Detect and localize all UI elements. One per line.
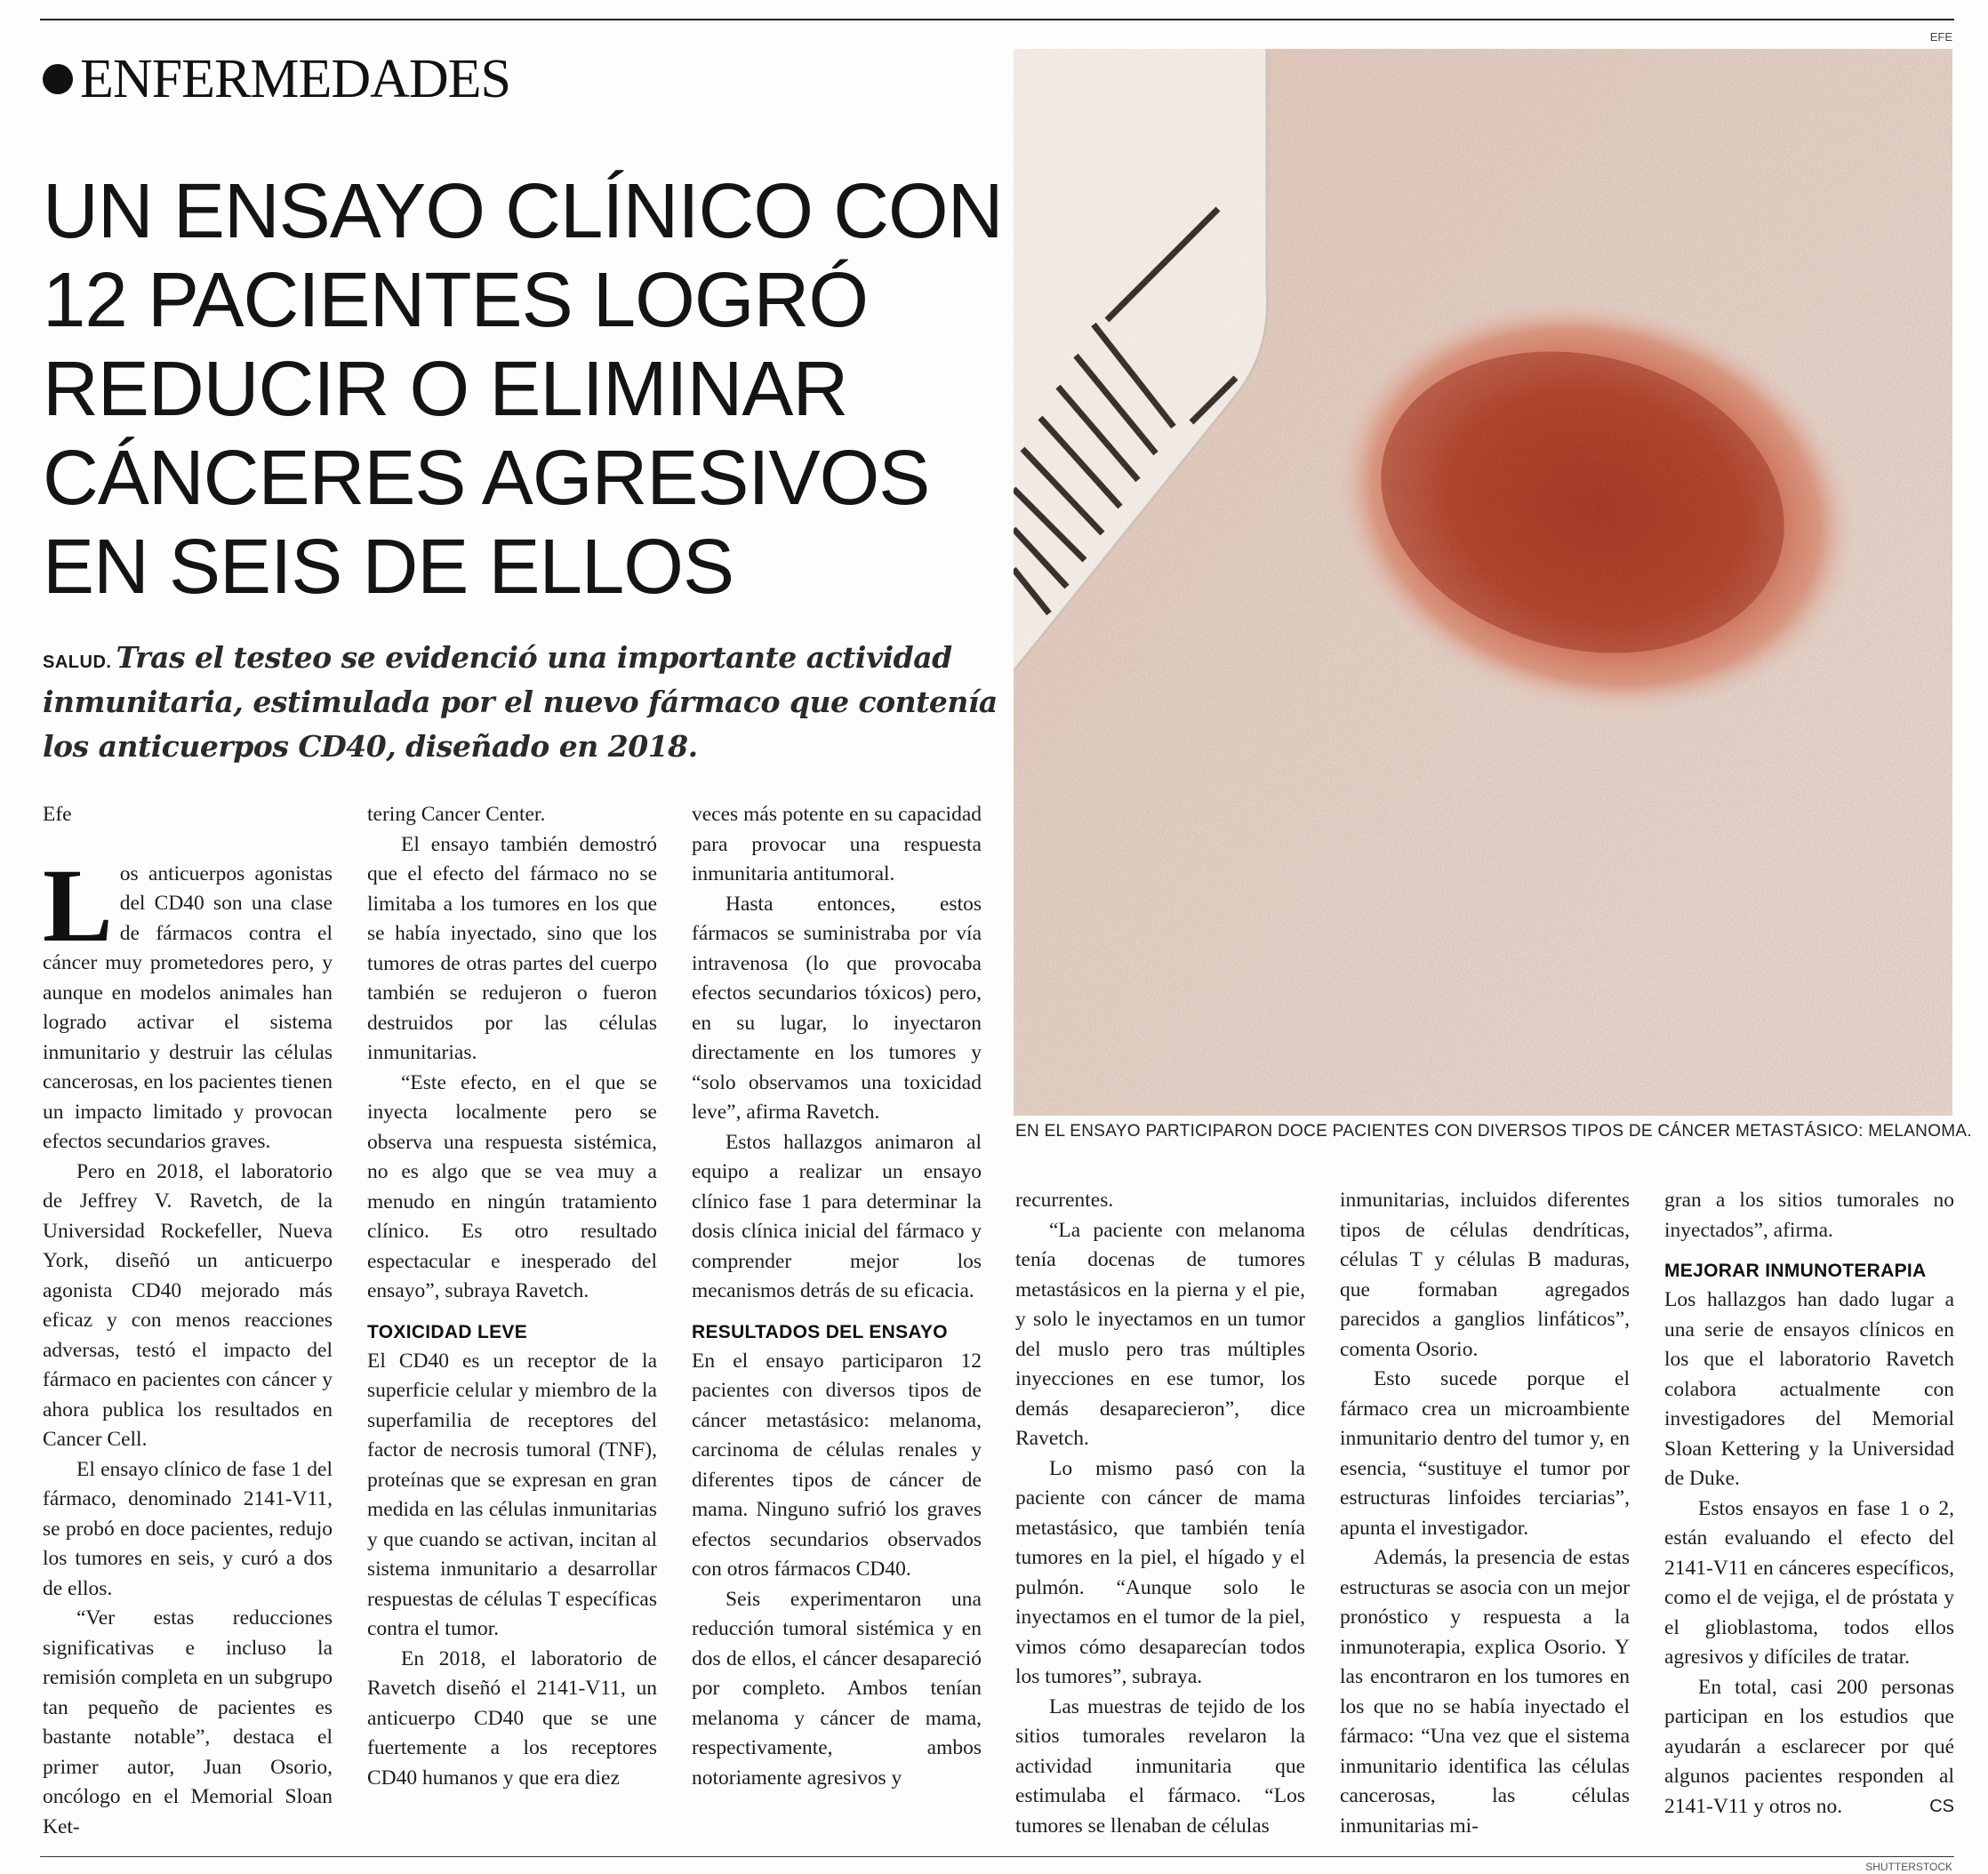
paragraph: Estos hallazgos animaron al equipo a realizar un ensayo clínico fase 1 para determinar la dosis clínica inicial del fármaco y comprender mejor los mecanismos detrás de su eficacia. (692, 1130, 982, 1302)
paragraph: veces más potente en su capacidad para provocar una respuesta inmunitaria antitumoral. (692, 803, 982, 885)
paragraph: Pero en 2018, el laboratorio de Jeffrey V. Ravetch, de la Universidad Rockefeller, Nueva York, diseñó un anticuerpo agonista CD40 mejorado más eficaz y con menos reacciones adversas, testó el impacto del fármaco en pacientes con cáncer y ahora publica los resultados en Cancer Cell. (43, 1159, 333, 1451)
paragraph: Seis experimentaron una reducción tumoral sistémica y en dos de ellos, el cáncer desapareció por completo. Ambos tenían melanoma y cáncer de mama, respectivamente, ambos notoriamente agresivos y (692, 1587, 982, 1790)
subheading: RESULTADOS DEL ENSAYO (692, 1321, 948, 1342)
dek (43, 638, 1003, 772)
article-column-3 (692, 800, 982, 1793)
article-column-1 (43, 800, 333, 1842)
byline: Efe (43, 803, 72, 826)
paragraph: Hasta entonces, estos fármacos se suministraba por vía intravenosa (lo que provocaba efectos secundarios tóxicos) pero, en su lugar, lo inyectaron directamente en los tumores y “solo observamos una toxicidad leve”, afirma Ravetch. (692, 892, 982, 1124)
paragraph: Además, la presencia de estas estructuras se asocia con un mejor pronóstico y respuesta a la inmunoterapia, explica Osorio. Y las encontraron en los tumores en los que no se había inyectado el fármaco: “Una vez que el sistema inmunitario identifica las células cancerosas, las células inmunitarias mi- (1340, 1546, 1630, 1838)
paragraph (43, 846, 333, 1157)
section-label: ENFERMEDADES (80, 49, 511, 109)
article-photo (1014, 49, 1952, 1116)
paragraph: Esto sucede porque el fármaco crea un microambiente inmunitario dentro del tumor y, en esencia, “sustituye el tumor por estructuras linfoides terciarias”, apunta el investigador. (1340, 1367, 1630, 1540)
paragraph: Las muestras de tejido de los sitios tumorales revelaron la actividad inmunitaria que estimulaba el fármaco. “Los tumores se llenaban de células (1015, 1694, 1305, 1838)
photo-caption: EN EL ENSAYO PARTICIPARON DOCE PACIENTES CON DIVERSOS TIPOS DE CÁNCER METASTÁSICO: MELANOMA. (1015, 1122, 1972, 1141)
top-rule (40, 19, 1954, 20)
article-column-5 (1340, 1186, 1630, 1841)
article-column-4 (1015, 1186, 1305, 1841)
article-column-2 (367, 800, 657, 1793)
paragraph: El CD40 es un receptor de la superficie celular y miembro de la superfamilia de receptores del factor de necrosis tumoral (TNF), proteínas que se expresan en gran medida en las células inmunitarias y que cuando se activan, incitan al sistema inmunitario a desarrollar respuestas de células T específicas contra el tumor. (367, 1349, 657, 1640)
photo-credit-bottom: SHUTTERSTOCK (1865, 1861, 1952, 1873)
paragraph-text: os anticuerpos agonistas del CD40 son una clase de fármacos contra el cáncer muy prometedores pero, y aunque en modelos animales han logrado activar el sistema inmunitario y destruir las células cancerosas, en los pacientes tienen un impacto limitado y provocan efectos secundarios graves. (43, 861, 333, 1153)
paragraph (1664, 1673, 1954, 1822)
paragraph: En el ensayo participaron 12 pacientes con diversos tipos de cáncer metastásico: melanoma, carcinoma de células renales y diferentes tipos de cáncer de mama. Ninguno sufrió los graves efectos secundarios observados con otros fármacos CD40. (692, 1349, 982, 1581)
paragraph: Lo mismo pasó con la paciente con cáncer de mama metastásico, que también tenía tumores en la piel, el hígado y el pulmón. “Aunque solo le inyectamos en el tumor de la piel, vimos cómo desaparecían todos los tumores”, subraya. (1015, 1456, 1305, 1688)
paragraph: inmunitarias, incluidos diferentes tipos de células dendríticas, células T y células B maduras, que formaban agregados parecidos a ganglios linfáticos”, comenta Osorio. (1340, 1189, 1630, 1361)
section-header (43, 49, 511, 109)
melanoma-photo-illustration (1014, 49, 1952, 1116)
bullet-icon (43, 64, 73, 94)
subheading: MEJORAR INMUNOTERAPIA (1664, 1261, 1927, 1281)
bottom-rule (40, 1856, 1954, 1857)
drop-cap: L (43, 846, 113, 964)
paragraph: “La paciente con melanoma tenía docenas de tumores metastásicos en la pierna y el pie, y solo le inyectamos en un tumor del muslo pero tras múltiples inyecciones en ese tumor, los demás desaparecieron”, dice Ravetch. (1015, 1218, 1305, 1450)
paragraph: El ensayo clínico de fase 1 del fármaco, denominado 2141-V11, se probó en doce pacientes, redujo los tumores en seis, y curó a dos de ellos. (43, 1457, 333, 1600)
paragraph: “Este efecto, en el que se inyecta localmente pero se observa una respuesta sistémica, no es algo que se vea muy a menudo en ningún tratamiento clínico. Es otro resultado espectacular e inesperado del ensayo”, subraya Ravetch. (367, 1070, 657, 1302)
subheading: TOXICIDAD LEVE (367, 1321, 528, 1342)
paragraph: gran a los sitios tumorales no inyectados”, afirma. (1664, 1189, 1954, 1242)
dek-text: Tras el testeo se evidenció una importante actividad inmunitaria, estimulada por el nuevo fármaco que contenía los anticuerpos CD40, diseñado en 2018. (43, 640, 998, 764)
paragraph: tering Cancer Center. (367, 803, 546, 826)
paragraph: Los hallazgos han dado lugar a una serie de ensayos clínicos en los que el laboratorio Ravetch colabora actualmente con investigadores del Memorial Sloan Kettering y la Universidad de Duke. (1664, 1288, 1954, 1490)
photo-credit-top: EFE (1929, 30, 1952, 44)
paragraph-text: En total, casi 200 personas participan en los estudios que ayudarán a esclarecer por qué algunos pacientes responden al 2141-V11 y otros no. (1664, 1675, 1954, 1818)
paragraph: El ensayo también demostró que el efecto del fármaco no se limitaba a los tumores en los que se había inyectado, sino que los tumores de otras partes del cuerpo también se redujeron o fueron destruidos por las células inmunitarias. (367, 832, 657, 1064)
paragraph: Estos ensayos en fase 1 o 2, están evaluando el efecto del 2141-V11 en cánceres específicos, como el de vejiga, el de próstata y el glioblastoma, todos ellos agresivos y difíciles de tratar. (1664, 1496, 1954, 1669)
dek-tag: SALUD. (43, 653, 112, 672)
article-column-6 (1664, 1186, 1954, 1822)
paragraph: En 2018, el laboratorio de Ravetch diseñó el 2141-V11, un anticuerpo CD40 que se une fuertemente a los receptores CD40 humanos y que era diez (367, 1646, 657, 1790)
paragraph: “Ver estas reducciones significativas e incluso la remisión completa en un subgrupo tan pequeño de pacientes es bastante notable”, destaca el primer autor, Juan Osorio, oncólogo en el Memorial Sloan Ket- (43, 1606, 333, 1838)
paragraph: recurrentes. (1015, 1189, 1114, 1212)
author-signature: CS (1929, 1796, 1954, 1816)
headline: UN ENSAYO CLÍNICO CON 12 PACIENTES LOGRÓ REDUCIR O ELIMINAR CÁNCERES AGRESIVOS EN SEIS DE ELLOS (43, 168, 1003, 610)
